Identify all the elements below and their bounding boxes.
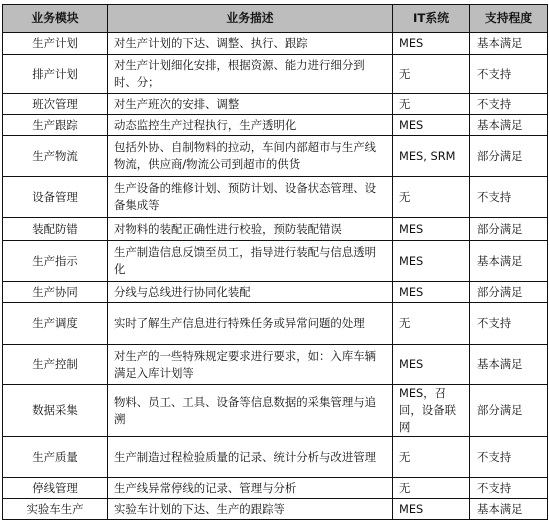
it-system-cell: 无	[393, 177, 470, 218]
support-level-cell: 基本满足	[470, 241, 548, 282]
description-cell: 生产制造信息反馈至员工，指导进行装配与信息透明化	[108, 241, 393, 282]
it-system-cell: 无	[393, 94, 470, 115]
business-module-table	[2, 4, 548, 520]
it-system-cell: MES	[393, 241, 470, 282]
it-system-cell: MES	[393, 499, 470, 520]
module-cell: 生产调度	[3, 303, 108, 345]
table-row	[3, 385, 548, 437]
description-cell: 对生产计划细化安排，根据资源、能力进行细分到时、分；	[108, 55, 393, 94]
it-system-cell: 无	[393, 437, 470, 478]
description-cell: 对生产计划的下达、调整、执行、跟踪	[108, 33, 393, 55]
description-cell: 对生产班次的安排、调整	[108, 94, 393, 115]
module-cell: 生产计划	[3, 33, 108, 55]
support-level-cell: 不支持	[470, 303, 548, 345]
header-business-module: 业务模块	[3, 5, 108, 33]
module-cell: 班次管理	[3, 94, 108, 115]
description-cell: 生产线异常停线的记录、管理与分析	[108, 478, 393, 499]
module-cell: 装配防错	[3, 218, 108, 241]
table-row	[3, 177, 548, 218]
table-row	[3, 33, 548, 55]
table-row	[3, 282, 548, 303]
table-row	[3, 55, 548, 94]
table-row	[3, 478, 548, 499]
module-cell: 生产质量	[3, 437, 108, 478]
table-row	[3, 345, 548, 385]
support-level-cell: 不支持	[470, 55, 548, 94]
module-cell: 排产计划	[3, 55, 108, 94]
table-row	[3, 437, 548, 478]
module-cell: 生产协同	[3, 282, 108, 303]
it-system-cell: MES	[393, 115, 470, 136]
table-row	[3, 241, 548, 282]
module-cell: 生产控制	[3, 345, 108, 385]
support-level-cell: 部分满足	[470, 136, 548, 177]
table-row	[3, 499, 548, 520]
it-system-cell: MES, SRM	[393, 136, 470, 177]
it-system-cell: MES，召回，设备联网	[393, 385, 470, 437]
it-system-cell: 无	[393, 55, 470, 94]
description-cell: 动态监控生产过程执行，生产透明化	[108, 115, 393, 136]
header-it-system: IT系统	[393, 5, 470, 33]
description-cell: 对生产的一些特殊规定要求进行要求，如：入库车辆满足入库计划等	[108, 345, 393, 385]
it-system-cell: 无	[393, 303, 470, 345]
header-business-description: 业务描述	[108, 5, 393, 33]
table-header-row	[3, 5, 548, 33]
header-support-level: 支持程度	[470, 5, 548, 33]
support-level-cell: 不支持	[470, 94, 548, 115]
module-cell: 生产跟踪	[3, 115, 108, 136]
support-level-cell: 基本满足	[470, 499, 548, 520]
description-cell: 实时了解生产信息进行特殊任务或异常问题的处理	[108, 303, 393, 345]
table-row	[3, 303, 548, 345]
support-level-cell: 基本满足	[470, 345, 548, 385]
it-system-cell: MES	[393, 218, 470, 241]
description-cell: 包括外协、自制物料的拉动，车间内部超市与生产线物流，供应商/物流公司到超市的供货	[108, 136, 393, 177]
support-level-cell: 基本满足	[470, 115, 548, 136]
description-cell: 生产制造过程检验质量的记录、统计分析与改进管理	[108, 437, 393, 478]
table-row	[3, 94, 548, 115]
support-level-cell: 基本满足	[470, 33, 548, 55]
support-level-cell: 部分满足	[470, 385, 548, 437]
support-level-cell: 不支持	[470, 437, 548, 478]
support-level-cell: 不支持	[470, 478, 548, 499]
description-cell: 分线与总线进行协同化装配	[108, 282, 393, 303]
description-cell: 实验车计划的下达、生产的跟踪等	[108, 499, 393, 520]
table-row	[3, 136, 548, 177]
table-row	[3, 218, 548, 241]
support-level-cell: 部分满足	[470, 282, 548, 303]
table-row	[3, 115, 548, 136]
description-cell: 生产设备的维修计划、预防计划、设备状态管理、设备集成等	[108, 177, 393, 218]
module-cell: 生产指示	[3, 241, 108, 282]
module-cell: 设备管理	[3, 177, 108, 218]
support-level-cell: 部分满足	[470, 218, 548, 241]
module-cell: 生产物流	[3, 136, 108, 177]
it-system-cell: MES	[393, 345, 470, 385]
module-cell: 实验车生产	[3, 499, 108, 520]
it-system-cell: 无	[393, 478, 470, 499]
it-system-cell: MES	[393, 282, 470, 303]
it-system-cell: MES	[393, 33, 470, 55]
description-cell: 对物料的装配正确性进行校验，预防装配错误	[108, 218, 393, 241]
module-cell: 数据采集	[3, 385, 108, 437]
description-cell: 物料、员工、工具、设备等信息数据的采集管理与追溯	[108, 385, 393, 437]
module-cell: 停线管理	[3, 478, 108, 499]
support-level-cell: 不支持	[470, 177, 548, 218]
